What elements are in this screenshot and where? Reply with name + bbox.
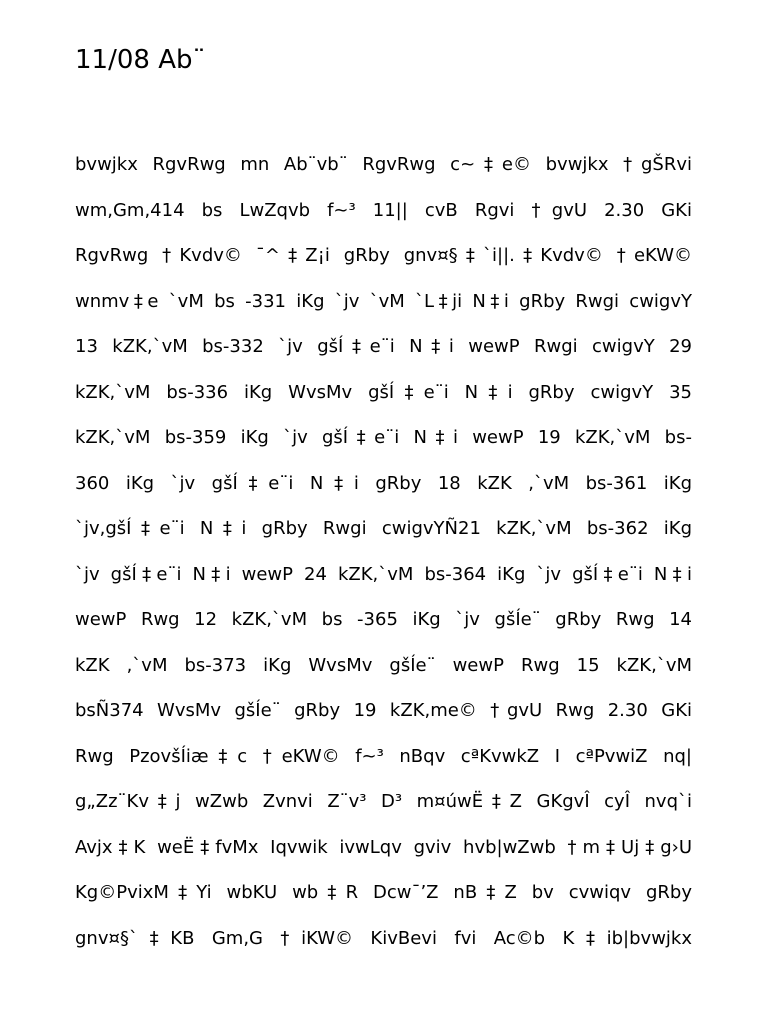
paragraph-line: bsÑ374 WvsMv gšÍe¨ gRby 19 kZK,me© †gvU Rwg 2.30 GKi <box>75 700 692 721</box>
paragraph-line: `jv gšÍ‡e¨i N‡i wewP 24 kZK,`vM bs-364 iKg `jv gšÍ‡e¨i N‡i <box>75 563 692 585</box>
page-title: 11/08 Ab¨ <box>75 45 206 75</box>
paragraph-line: kZK,`vM bs-336 iKg WvsMv gšÍ‡e¨i N‡i gRby cwigvY 35 <box>75 381 692 403</box>
paragraph-line: kZK,`vM bs-359 iKg `jv gšÍ‡e¨i N‡i wewP 19 kZK,`vM bs- <box>75 427 692 448</box>
paragraph-line: Avjx‡K weË‡fvMx Iqvwik ivwLqv gviv hvb|wZwb †m‡Uj‡g›U <box>75 836 692 858</box>
paragraph-line: 13 kZK,`vM bs-332 `jv gšÍ‡e¨i N‡i wewP Rwgi cwigvY 29 <box>75 336 692 357</box>
paragraph-line: bvwjkx RgvRwg mn Ab¨vb¨ RgvRwg c~‡e© bvwjkx †gŠRvi <box>75 154 692 175</box>
paragraph-line: 360 iKg `jv gšÍ‡e¨i N‡i gRby 18 kZK ,`vM bs-361 iKg <box>75 472 692 494</box>
paragraph-line: wnmv‡e `vM bs -331 iKg `jv `vM `L‡ji N‡i gRby Rwgi cwigvY <box>75 290 692 312</box>
paragraph-line: Rwg PzovšÍiæ‡c †eKW© f~³ nBqv cªKvwkZ I cªPvwiZ nq| <box>75 745 692 767</box>
paragraph-line: `jv,gšÍ‡e¨i N‡i gRby Rwgi cwigvYÑ21 kZK,`vM bs-362 iKg <box>75 518 692 539</box>
paragraph-line: g„Zz¨Kv‡j wZwb Zvnvi Z¨v³ D³ m¤úwË‡Z GKgvÎ cyÎ nvq`i <box>75 791 692 812</box>
paragraph-line: gnv¤§`‡KB Gm,G †iKW© KivBevi fvi Ac©b K‡ib|bvwjkx <box>75 927 692 949</box>
paragraph-line: kZK ,`vM bs-373 iKg WvsMv gšÍe¨ wewP Rwg 15 kZK,`vM <box>75 654 692 676</box>
paragraph-line: wm,Gm,414 bs LwZqvb f~³ 11|| cvB Rgvi †gvU 2.30 GKi <box>75 199 692 221</box>
body-paragraph <box>75 142 692 961</box>
paragraph-line: wewP Rwg 12 kZK,`vM bs -365 iKg `jv gšÍe¨ gRby Rwg 14 <box>75 609 692 630</box>
paragraph-line: RgvRwg †Kvdv© ¯^‡Z¡i gRby gnv¤§‡`i||.‡Kvdv© †eKW© <box>75 245 692 266</box>
paragraph-line: Kg©PvixM‡Yi wbKU wb‡R Dcw¯’Z nB‡Z bv cvwiqv gRby <box>75 882 692 903</box>
